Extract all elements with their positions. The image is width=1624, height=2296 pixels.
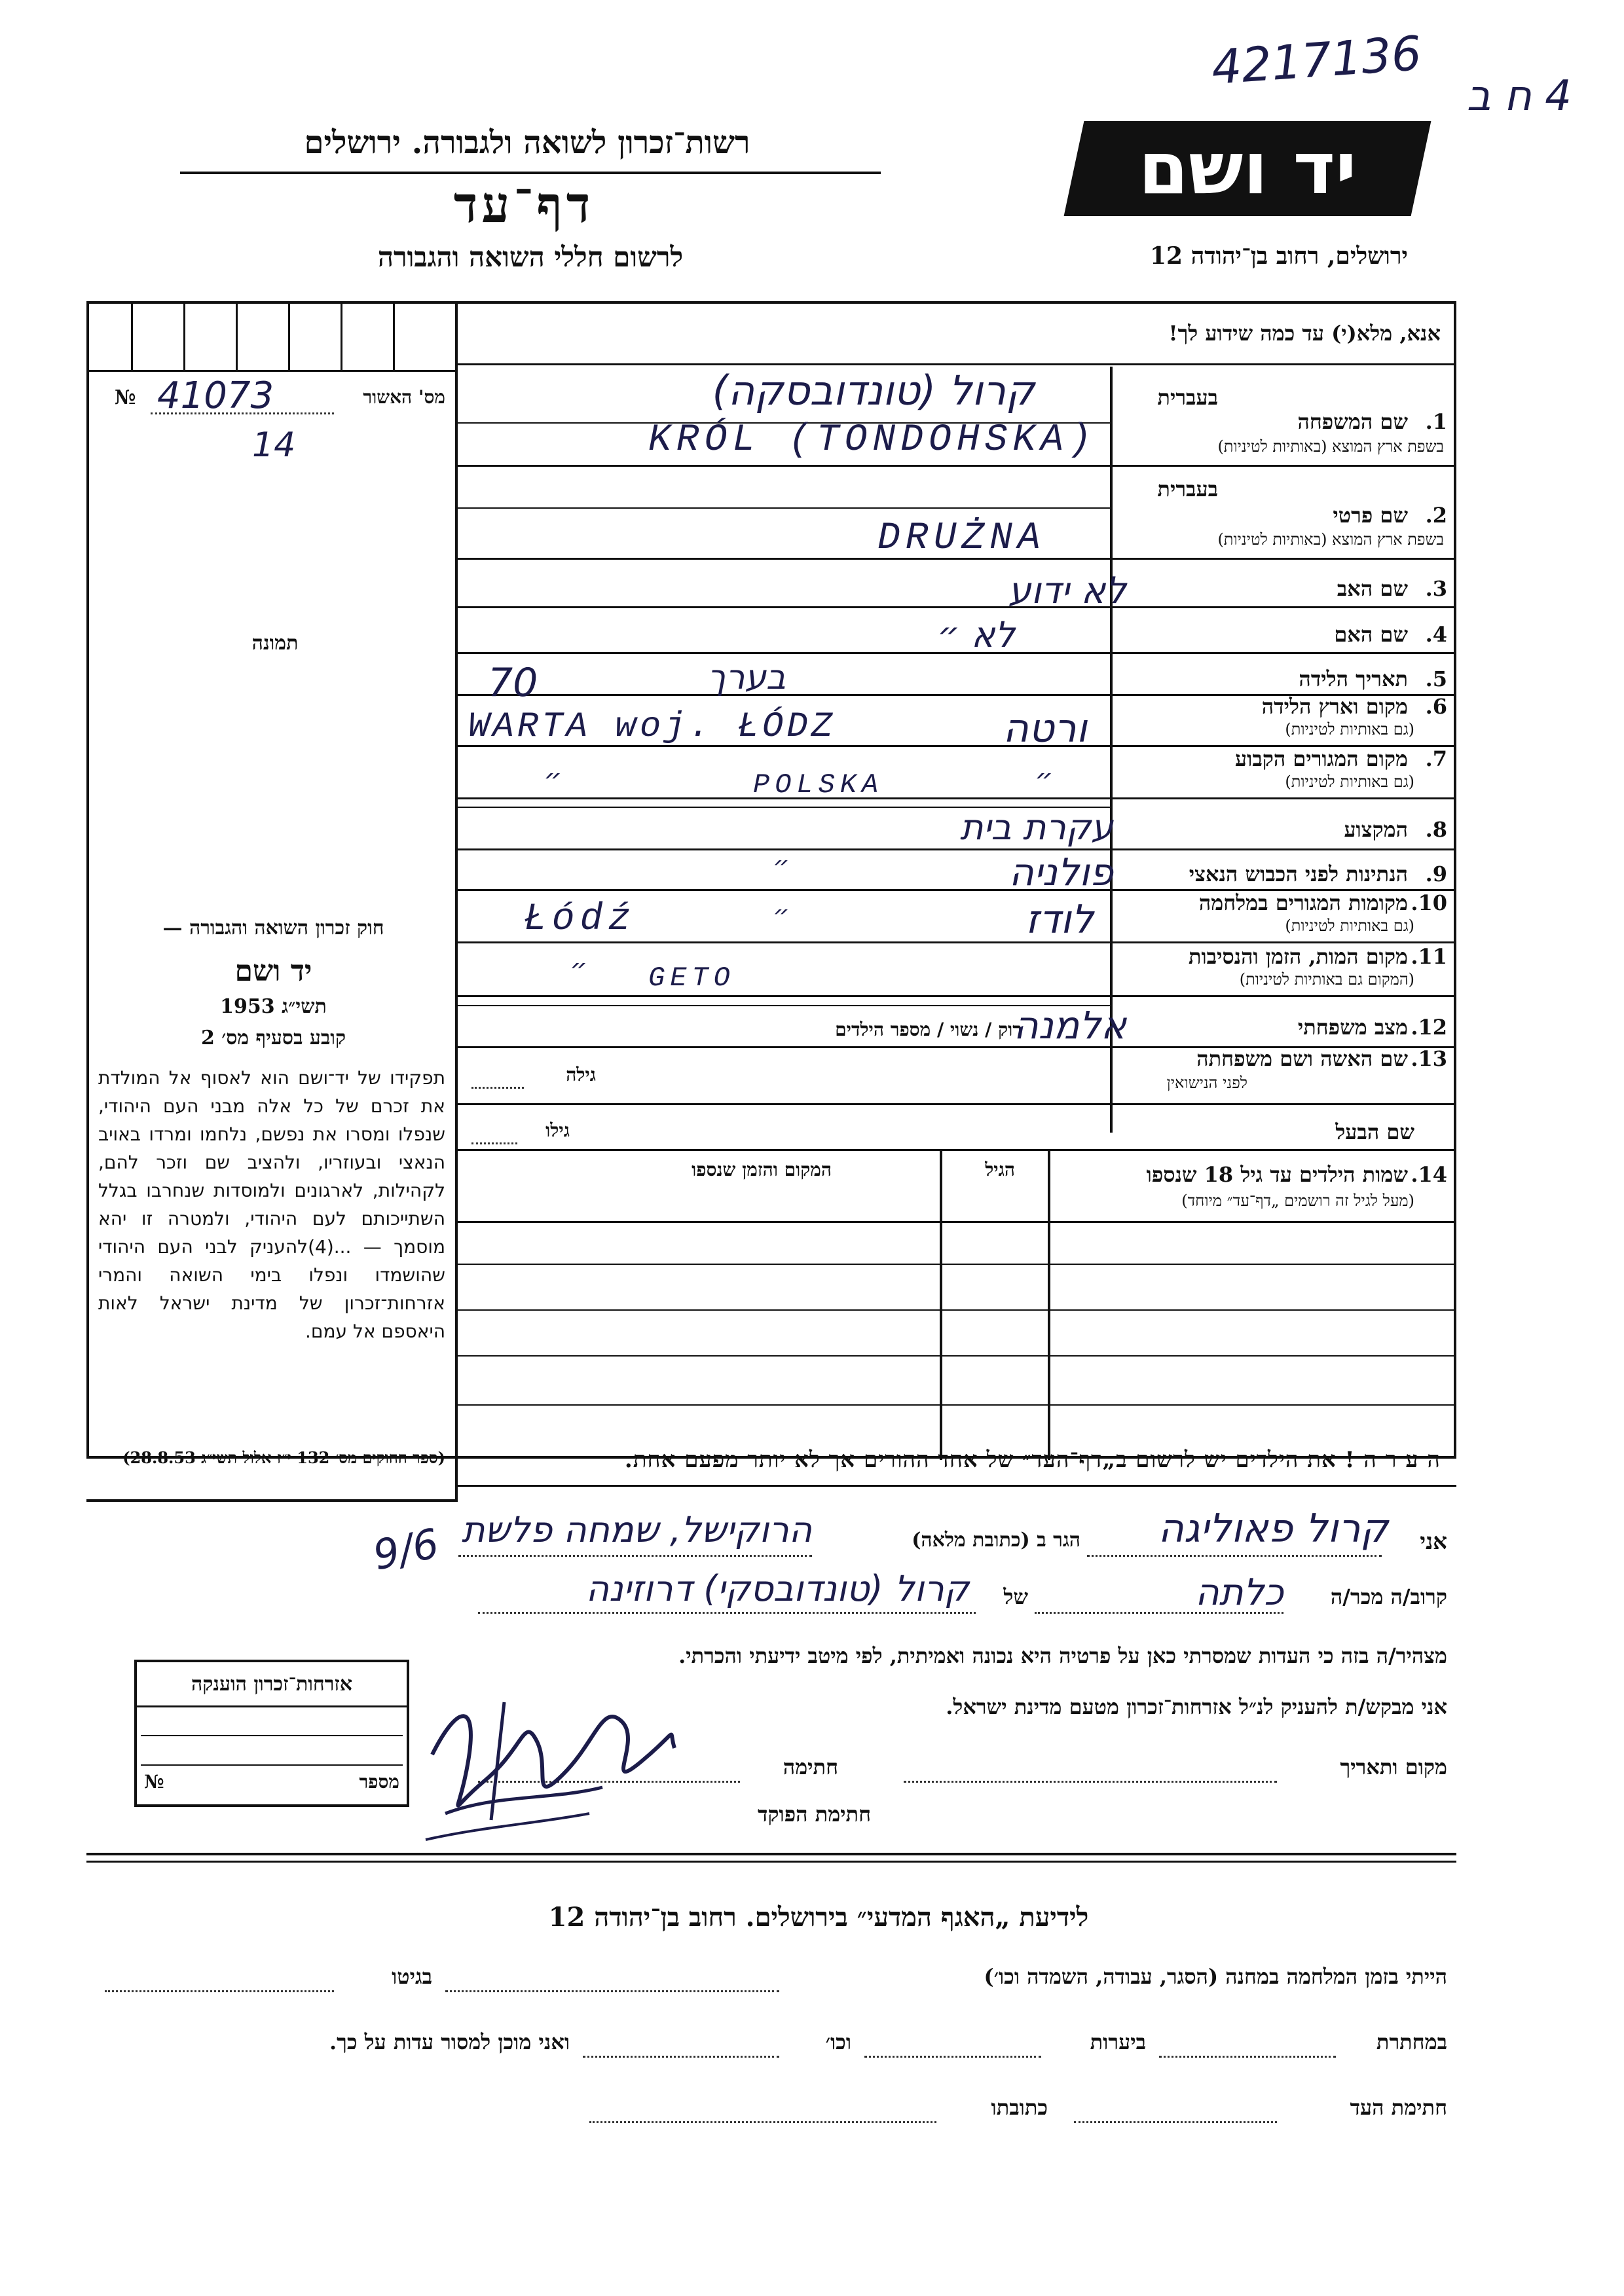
left-tick <box>183 301 185 370</box>
camp-line-text: הייתי בזמן המלחמה במחנה (הסגר, עבודה, השמדה וכו׳) <box>984 1964 1447 1989</box>
declarant-name: קרול פאוליגה <box>1158 1506 1388 1552</box>
approval-sub: 14 <box>252 426 296 465</box>
approval-underline <box>151 412 334 414</box>
header-address: ירושלים, רחוב בן־יהודה 12 <box>1149 242 1408 270</box>
relation-line <box>1035 1612 1283 1614</box>
children-sub: (מעל לגיל זה רושמים „דף־עד״ מיוחד) <box>1181 1192 1414 1210</box>
intro-rule <box>456 363 1456 365</box>
children-note: ה ע ר ה ! את הילדים יש לרשום ב„דף־העד״ של אחד ההורים אך לא יותר מפעם אחת. <box>624 1447 1441 1473</box>
field-7-label: מקום המגורים הקבוע <box>1235 746 1408 771</box>
surname-latin: KRÓL (TONDOHSKA) <box>648 419 1097 462</box>
field-2-number: 2. <box>1425 503 1447 528</box>
law-panel-bottom <box>86 1499 458 1502</box>
citizenship-box-rule <box>134 1705 409 1707</box>
children-col-divider-2 <box>940 1149 942 1460</box>
citizenship-value: פולניה <box>1008 850 1113 894</box>
field-1-label: שם המשפחה <box>1297 409 1408 434</box>
field-5-number: 5. <box>1425 666 1447 691</box>
citizenship-ditto: ״ <box>773 851 790 881</box>
field-8-number: 8. <box>1425 817 1447 842</box>
etc-blank <box>583 2056 779 2058</box>
law-year: תשי״ג 1953 <box>220 995 327 1018</box>
children-row-rule <box>456 1355 1456 1357</box>
marital-status-value: אלמנה <box>1013 1003 1126 1048</box>
official-signature-label: חתימת הפוקד <box>758 1802 871 1827</box>
children-label: שמות הילדים עד גיל 18 שנספו <box>1146 1162 1408 1187</box>
forests-blank <box>864 2056 1041 2058</box>
birthplace-hebrew: ורטה <box>1003 706 1087 752</box>
field-1-2-gap <box>456 507 1111 509</box>
field-11-rule <box>456 995 1456 997</box>
field-11-label: מקום המות, הזמן והנסיבות <box>1188 944 1408 969</box>
citizenship-number-label: מספר <box>359 1771 399 1793</box>
testimony-willing-text: ואני מוכן למסור עדות על כך. <box>329 2030 570 2054</box>
children-row-rule <box>456 1309 1456 1311</box>
form-title: דף־עד <box>453 175 595 234</box>
law-body: תפקידו של יד־ושם הוא לאסוף אל המולדת את זכרם של כל אלה מבני העם היהודי, שנפלו ומסרו את נפשם, נלחמו ומרדו באויב הנאצי ובעוזריו, ולהציב שם וזכר להם, לקהילות, לארגונים ולמוסדות שנחרבו בגלל השתייכותם לעם היהודי, ולמטרה זו יהא מוסמך — ...(4)להעניק לבני העם היהודי שהושמדו ונפלו בימי השואה והמרי אזרחות־זכרון של מדינת ישראל לאות היאספם אל עמם. <box>98 1067 445 1342</box>
field-10-number: 10. <box>1411 890 1447 915</box>
declarant-name-line <box>1087 1555 1382 1557</box>
field-13-rule <box>456 1103 1456 1105</box>
of-value: קרול (טונדובסקי) דרוזינה <box>585 1568 969 1609</box>
place-date-line <box>904 1781 1277 1783</box>
field-12-number: 12. <box>1411 1015 1447 1040</box>
intro-text: אנא, מלא(י) עד כמה שידוע לך! <box>1168 321 1441 346</box>
photo-label: תמונה <box>251 632 299 655</box>
field-4-number: 4. <box>1425 622 1447 647</box>
field-1-tag: בעברית <box>1157 385 1218 410</box>
underground-blank <box>1159 2056 1336 2058</box>
field-7-rule <box>456 797 1456 799</box>
left-tick <box>236 301 238 370</box>
logo-text: יד ושם <box>1138 126 1357 210</box>
field-12-options: רוק / נשוי / מספר הילדים <box>835 1019 1022 1040</box>
of-label: של <box>1003 1584 1028 1609</box>
field-11-number: 11. <box>1411 944 1447 969</box>
children-col-place: המקום והזמן שנספו <box>692 1159 832 1180</box>
margin-date: 9/6 <box>369 1519 443 1580</box>
field-9-label: הנתינות לפני הכבוש הנאצי <box>1189 862 1408 886</box>
field-2-tag: בעברית <box>1157 477 1218 501</box>
yad-vashem-logo <box>1064 121 1431 216</box>
place-date-label: מקום ותאריך <box>1340 1755 1447 1779</box>
field-11-sub: (המקום גם באותיות לטיניות) <box>1239 970 1414 989</box>
field-7-sub: (גם באותיות לטיניות) <box>1285 773 1414 791</box>
field-10-label: מקומות המגורים במלחמה <box>1198 890 1408 915</box>
forests-label: ביערות <box>1090 2030 1146 2054</box>
wartime-residence-hebrew: לודז <box>1025 897 1094 943</box>
witness-address-label: כתובתו <box>991 2095 1048 2120</box>
law-clause: קובע בסעיף מס׳ 2 <box>200 1027 346 1049</box>
wife-age-label: גילה <box>566 1064 596 1085</box>
left-tick <box>288 301 290 370</box>
residence-ditto-2: ״ <box>1035 763 1054 796</box>
header-rule <box>180 172 881 174</box>
field-12-label: מצב משפחתי <box>1297 1015 1408 1040</box>
children-header-rule <box>456 1221 1456 1223</box>
camp-line-blank <box>445 1990 779 1992</box>
form-subtitle: לרשום חללי השואה והגבורה <box>377 241 684 273</box>
father-name-value: לא ידוע <box>1008 570 1126 612</box>
husband-age-label: גילו <box>545 1120 570 1141</box>
left-tick <box>341 301 342 370</box>
etc-label: וכו׳ <box>825 2030 851 2054</box>
occupation-value: עקרת בית <box>959 807 1113 848</box>
citizenship-box-title: אזרחות־זכרון הוענקה <box>191 1673 353 1696</box>
citizenship-box-rule <box>141 1735 403 1736</box>
husband-age-line <box>471 1142 517 1144</box>
field-10-sub: (גם באותיות לטיניות) <box>1285 917 1414 935</box>
field-2-label: שם פרטי <box>1333 503 1408 528</box>
declarant-resides-label: הגר ב (כתובת מלאה) <box>912 1529 1080 1552</box>
field-1-number: 1. <box>1425 409 1447 434</box>
corner-mark: 4 ח ב <box>1466 72 1572 120</box>
husband-label: שם הבעל <box>1335 1120 1414 1144</box>
law-name: יד ושם <box>234 955 312 988</box>
wartime-residence-ditto: ״ <box>773 900 790 930</box>
note-box-bottom <box>456 1485 1456 1487</box>
left-tick <box>393 301 395 370</box>
field-5-label: תאריך הלידה <box>1299 666 1408 691</box>
bottom-double-rule <box>86 1861 1456 1863</box>
field-9-number: 9. <box>1425 862 1447 886</box>
residence-ditto-1: ״ <box>544 763 563 796</box>
first-name-latin: DRUŻNA <box>877 517 1046 560</box>
law-title: חוק זכרון השואה והגבורה — <box>162 917 384 939</box>
citizenship-no-prefix: № <box>144 1771 164 1793</box>
birth-date-value: בערך <box>707 658 786 697</box>
declarant-address: הרוקישל, שמחה פלשת <box>462 1509 812 1550</box>
field-6-label: מקום וארץ הלידה <box>1261 694 1408 719</box>
bottom-heading: לידיעת „האגף המדעי״ בירושלים. רחוב בן־יהודה 12 <box>548 1902 1089 1933</box>
field-6-number: 6. <box>1425 694 1447 719</box>
field-1-sub: בשפת ארץ המוצא (באותיות לטיניות) <box>1217 437 1444 456</box>
birthplace-latin: WARTA woj. ŁÓDZ <box>468 707 836 747</box>
declarant-i-label: אני <box>1420 1529 1447 1555</box>
field-8-label: המקצוע <box>1344 817 1408 842</box>
surname-hebrew: קרול (טונדובסקה) <box>712 367 1035 414</box>
field-3-number: 3. <box>1425 576 1447 601</box>
death-ditto: ״ <box>570 953 588 985</box>
left-panel-divider <box>455 301 458 1499</box>
field-13-sub: לפני הנישואין <box>1166 1074 1247 1092</box>
citizenship-box-rule <box>141 1764 403 1766</box>
approval-no-prefix: № <box>115 386 136 409</box>
residence-latin: POLSKA <box>753 769 884 801</box>
of-line <box>478 1612 976 1614</box>
approval-label: מס' האשור <box>363 386 445 408</box>
field-4-label: שם האם <box>1334 622 1408 647</box>
mother-name-value: לא ״ <box>937 614 1015 655</box>
field-6-sub: (גם באותיות לטיניות) <box>1285 720 1414 738</box>
declarant-address-line <box>458 1555 812 1557</box>
wartime-residence-latin: Łódź <box>524 898 637 941</box>
field-13-label: שם האשה ושם משפחתה <box>1196 1046 1408 1071</box>
field-13-number: 13. <box>1411 1046 1447 1071</box>
field-7-number: 7. <box>1425 746 1447 771</box>
field-3-label: שם האב <box>1337 576 1408 601</box>
declarant-signature <box>406 1663 681 1846</box>
relation-value: כלתה <box>1195 1571 1283 1614</box>
children-row-rule <box>456 1404 1456 1406</box>
field-14-number: 14. <box>1411 1162 1447 1187</box>
underground-label: במחתרת <box>1376 2030 1447 2054</box>
declaration-text: מצהיר/ה בזה כי העדות שמסרתי כאן על פרטיה היא נכונה ואמיתית, לפי מיטב ידיעתי והכרתי. <box>678 1643 1447 1668</box>
signature-label: חתימה <box>783 1755 838 1779</box>
archive-number: 4217136 <box>1209 25 1424 96</box>
death-place-latin: GETO <box>648 962 735 994</box>
witness-signature-label: חתימת העד <box>1350 2095 1447 2120</box>
wife-age-line <box>471 1087 524 1089</box>
witness-address-blank <box>589 2121 936 2123</box>
relation-label: קרוב/ה מכר/ה <box>1330 1584 1447 1609</box>
children-row-rule <box>456 1264 1456 1265</box>
children-col-divider-1 <box>1048 1149 1050 1460</box>
field-2-sub: בשפת ארץ המוצא (באותיות לטיניות) <box>1217 530 1444 549</box>
authority-name: רשות־זכרון לשואה ולגבורה. ירושלים <box>304 124 750 161</box>
request-text: אני מבקש/ת להעניק לנ״ל אזרחות־זכרון מטעם מדינת ישראל. <box>946 1694 1447 1719</box>
ghetto-blank <box>105 1990 334 1992</box>
left-cell-line <box>86 370 456 372</box>
approval-number: 41073 <box>157 374 274 417</box>
left-tick <box>131 301 133 370</box>
husband-rule <box>456 1149 1456 1151</box>
law-reference: (ספר החוקים מס׳ 132 י״ז אלול תשי״ג 28.8.53) <box>122 1448 445 1467</box>
field-1-rule <box>456 465 1456 467</box>
witness-signature-blank <box>1074 2121 1277 2123</box>
children-col-age: הגיל <box>985 1159 1015 1180</box>
bottom-double-rule <box>86 1853 1456 1855</box>
ghetto-label: בגיטו <box>392 1964 432 1989</box>
birth-year-value: 70 <box>488 660 538 706</box>
